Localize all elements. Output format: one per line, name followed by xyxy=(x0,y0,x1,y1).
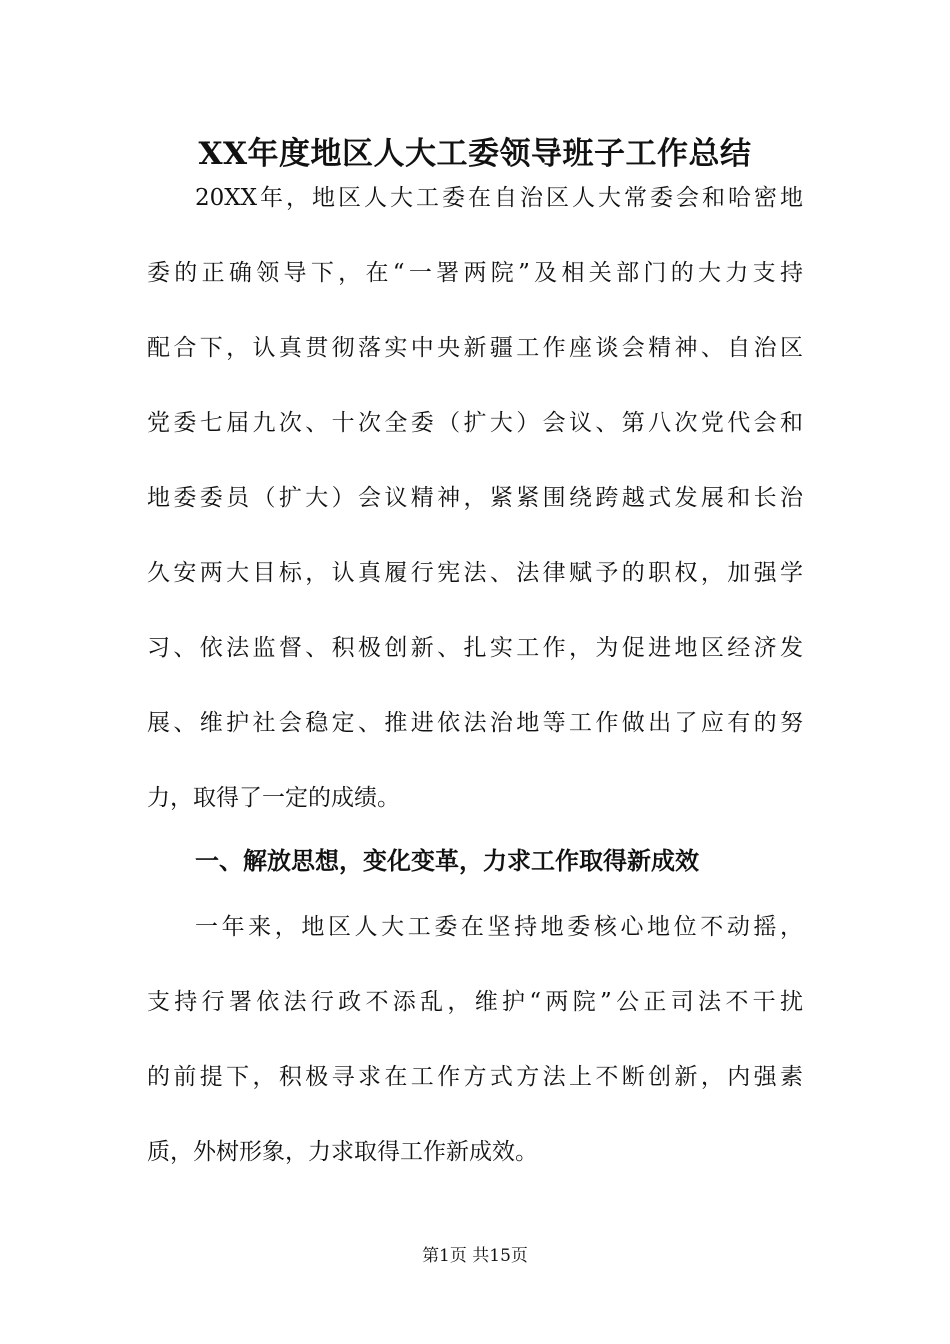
paragraph-line: 委的正确领导下，在“一署两院”及相关部门的大力支持 xyxy=(147,260,803,286)
paragraph-line: 一年来，地区人大工委在坚持地委核心地位不动摇， xyxy=(195,914,803,940)
document-title: XX年度地区人大工委领导班子工作总结 xyxy=(198,136,752,172)
paragraph-line: 配合下，认真贯彻落实中央新疆工作座谈会精神、自治区 xyxy=(147,335,803,361)
paragraph-line: 的前提下，积极寻求在工作方式方法上不断创新，内强素 xyxy=(147,1064,803,1090)
section-heading: 一、解放思想，变化变革，力求工作取得新成效 xyxy=(195,847,699,875)
paragraph-line: 展、维护社会稳定、推进依法治地等工作做出了应有的努 xyxy=(147,710,803,736)
paragraph-line: 力，取得了一定的成绩。 xyxy=(147,785,400,811)
paragraph-line: 20XX年，地区人大工委在自治区人大常委会和哈密地 xyxy=(195,185,803,211)
paragraph-line: 质，外树形象，力求取得工作新成效。 xyxy=(147,1139,538,1165)
paragraph-line: 地委委员（扩大）会议精神，紧紧围绕跨越式发展和长治 xyxy=(147,485,803,511)
paragraph-line: 久安两大目标，认真履行宪法、法律赋予的职权，加强学 xyxy=(147,560,803,586)
paragraph-line: 习、依法监督、积极创新、扎实工作，为促进地区经济发 xyxy=(147,635,803,661)
page-footer: 第1页 共15页 xyxy=(422,1246,528,1266)
paragraph-line: 支持行署依法行政不添乱，维护“两院”公正司法不干扰 xyxy=(147,989,803,1015)
paragraph-line: 党委七届九次、十次全委（扩大）会议、第八次党代会和 xyxy=(147,410,803,436)
